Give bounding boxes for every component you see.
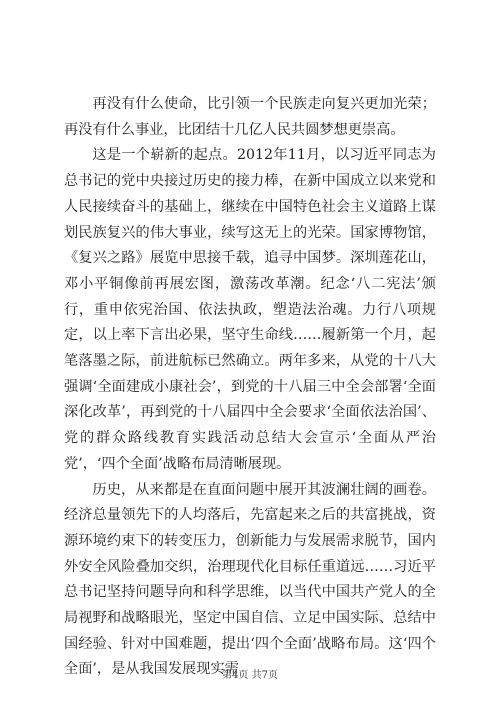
paragraph-1: 再没有什么使命，比引领一个民族走向复兴更加光荣；再没有什么事业，比团结十几亿人民共圆梦想更崇高。 bbox=[64, 96, 436, 138]
document-body bbox=[64, 92, 436, 683]
paragraph-2: 这是一个崭新的起点。2012年11月，以习近平同志为总书记的党中央接过历史的接力棒，在新中国成立以来党和人民接续奋斗的基础上，继续在中国特色社会主义道路上谋划民族复兴的伟大事业，续写这无上的光荣。国家博物馆，《复兴之路》展览中思接千载，追寻中国梦。深圳莲花山，邓小平铜像前再展宏图，激荡改革潮。纪念‘八二宪法’颁行，重申依宪治国、依法执政，塑造法治魂。力行八项规定，以上率下言出必果，坚守生命线……履新第一个月，起笔落墨之际，前进航标已然确立。两年多来，从党的十八大强调‘全面建成小康社会’，到党的十八届三中全会部署‘全面深化改革’，再到党的十八届四中全会要求‘全面依法治国’、党的群众路线教育实践活动总结大会宣示‘全面从严治党’，‘四个全面’战略布局清晰展现。 bbox=[64, 147, 436, 472]
page-number-footer: 第4页 共7页 bbox=[222, 670, 278, 681]
paragraph-3: 历史，从来都是在直面问题中展开其波澜壮阔的画卷。经济总量领先下的人均落后，先富起来之后的共富挑战，资源环境约束下的转变压力，创新能力与发展需求脱节，国内外安全风险叠加交织，治理现代化目标任重道远……习近平总书记坚持问题导向和科学思维，以当代中国共产党人的全局视野和战略眼光，坚定中国自信、立足中国实际、总结中国经验、针对中国难题，提出‘四个全面’战略布局。这‘四个全面’，是从我国发展现实需 bbox=[64, 481, 436, 678]
